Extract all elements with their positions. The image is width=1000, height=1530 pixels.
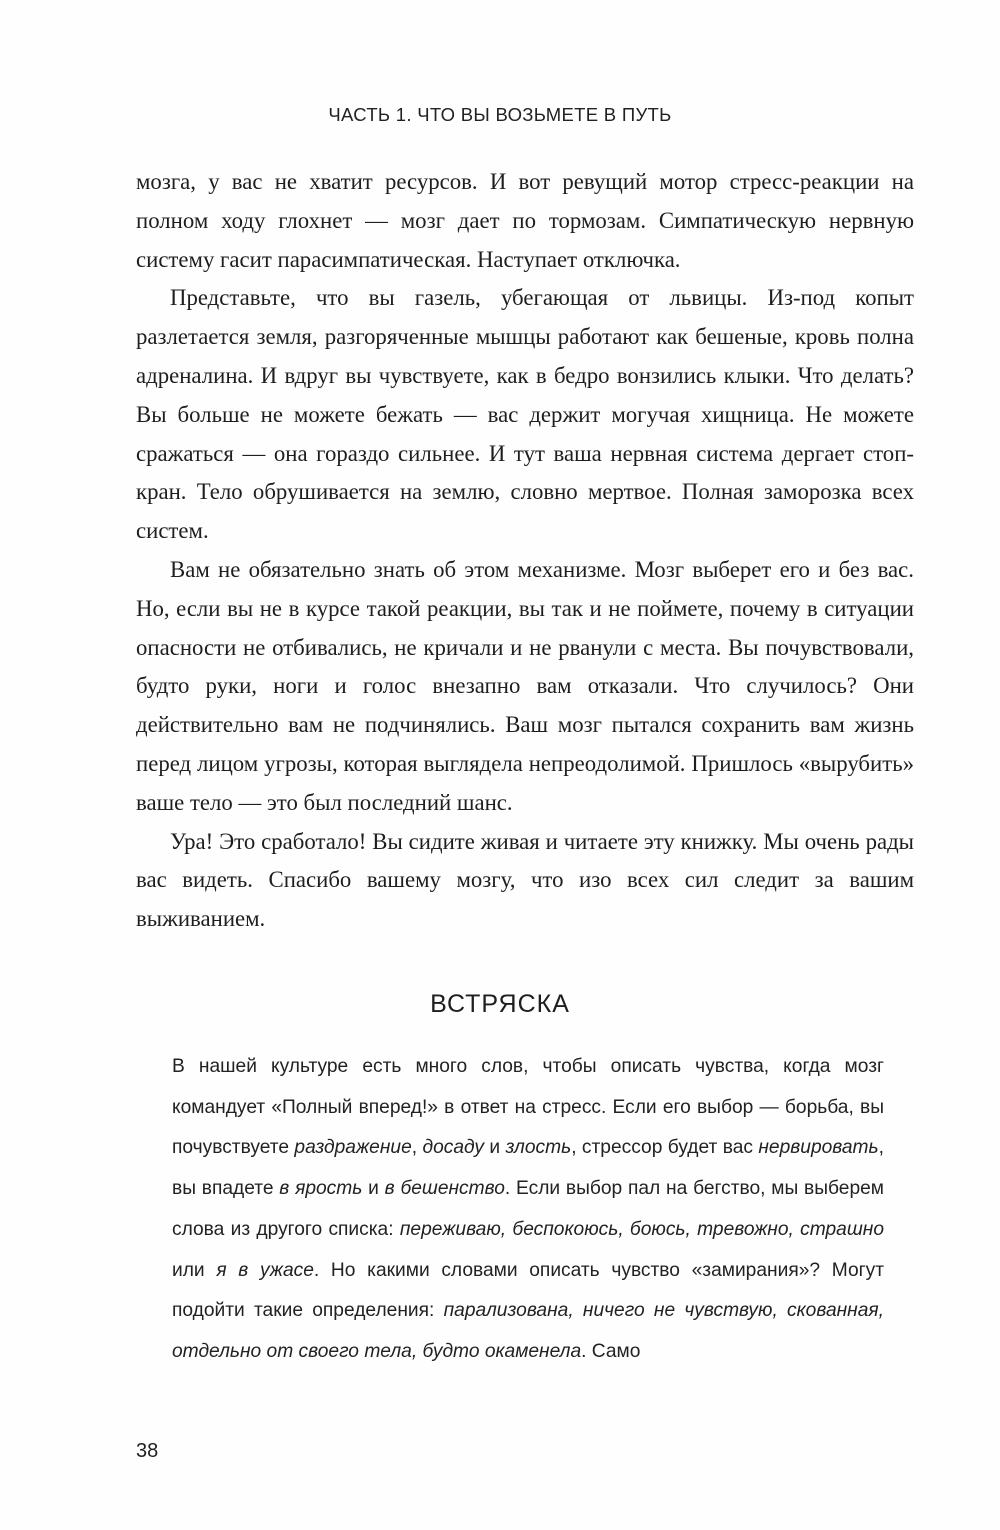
paragraph: мозга, у вас не хватит ресурсов. И вот ревущий мотор стресс-реакции на полном ходу глохнет — мозг дает по тормозам. Симпатическую нервную систему гасит парасимпатическая. Наступает отключка. [136, 169, 914, 272]
emphasis-text: досаду [422, 1137, 485, 1159]
emphasis-text: в бешенство [384, 1178, 505, 1200]
text-run: или [172, 1259, 217, 1281]
paragraph: Ура! Это сработало! Вы сидите живая и читаете эту книжку. Мы очень рады вас видеть. Спасибо вашему мозгу, что изо всех сил следит за вашим выживанием. [136, 828, 914, 932]
emphasis-text: я в ужасе [216, 1259, 314, 1281]
emphasis-text: в ярость [279, 1178, 363, 1200]
page-number: 38 [136, 1440, 159, 1462]
section-body [172, 1047, 884, 1373]
emphasis-text: раздражение [294, 1137, 412, 1159]
text-run: . Само [581, 1340, 641, 1362]
emphasis-text: нервировать [758, 1137, 879, 1159]
emphasis-text: злость [505, 1137, 572, 1159]
text-run: В нашей культуре есть много слов, чтобы описать чувства, когда мозг командует «Полный вперед!» в ответ на стресс. Если его выбор — борьба, вы почувствуете [172, 1056, 884, 1159]
text-run: . Если выбор пал на бегство, мы выберем слова из другого списка: [172, 1178, 884, 1240]
text-run: , [411, 1137, 423, 1159]
emphasis-text: переживаю, беспокоюсь, боюсь, тревожно, страшно [399, 1218, 884, 1240]
section-paragraph [172, 1047, 884, 1373]
emphasis-text: парализована, ничего не чувствую, скованная, отдельно от своего тела, будто окаменела [172, 1300, 884, 1362]
paragraph: Представьте, что вы газель, убегающая от львицы. Из-под копыт разлетается земля, разгоряченные мышцы работают как бешеные, кровь полна адреналина. И вдруг вы чувствуете, как в бедро вонзились клыки. Что делать? Вы больше не можете бежать — вас держит могучая хищница. Не можете сражаться — она гораздо сильнее. И тут ваша нервная система дергает стоп-кран. Тело обрушивается на землю, словно мертвое. Полная заморозка всех систем. [136, 285, 914, 544]
text-run: . Но какими словами описать чувство «замирания»? Могут подойти такие определения: [172, 1259, 885, 1322]
text-run: , стрессор будет вас [571, 1137, 759, 1159]
text-run: и [484, 1137, 506, 1159]
text-run: и [362, 1178, 385, 1200]
paragraph: Вам не обязательно знать об этом механизме. Мозг выберет его и без вас. Но, если вы не в курсе такой реакции, вы так и не поймете, почему в ситуации опасности не отбивались, не кричали и не рванули с места. Вы почувствовали, будто руки, ноги и голос внезапно вам отказали. Что случилось? Они действительно вам не подчинялись. Ваш мозг пытался сохранить вам жизнь перед лицом угрозы, которая выглядела непреодолимой. Пришлось «вырубить» ваше тело — это был последний шанс. [136, 556, 914, 815]
text-run: , вы впадете [172, 1137, 884, 1200]
section-heading: ВСТРЯСКА [430, 990, 570, 1018]
running-header: ЧАСТЬ 1. ЧТО ВЫ ВОЗЬМЕТЕ В ПУТЬ [328, 104, 672, 125]
body-text [136, 163, 914, 939]
